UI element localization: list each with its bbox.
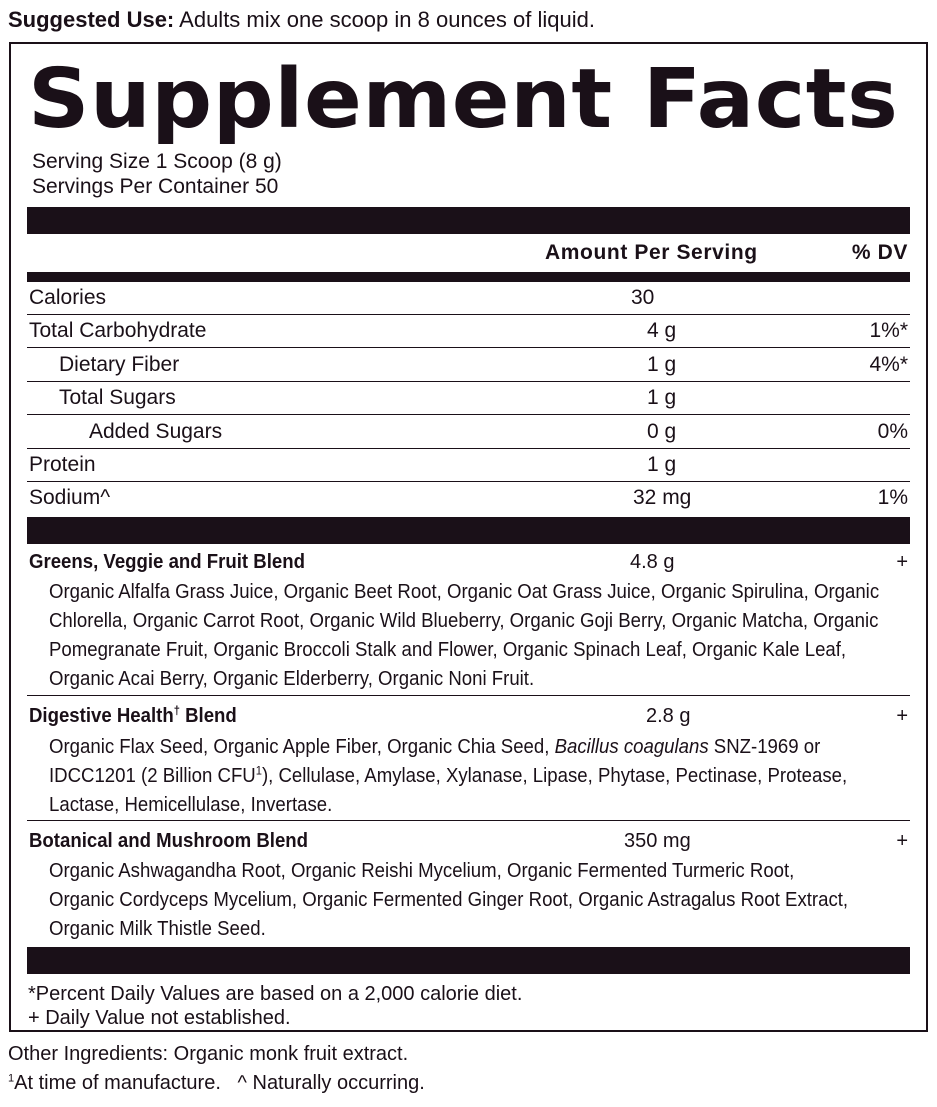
nutrient-amount: 1 g	[647, 353, 677, 376]
manufacture-note-text: At time of manufacture. ^ Naturally occurring.	[14, 1072, 425, 1094]
nutrient-dv: 4%*	[869, 353, 908, 376]
nutrient-name: Total Sugars	[59, 386, 176, 409]
nutrient-name: Protein	[29, 453, 96, 476]
dagger-mark: †	[173, 703, 180, 718]
suggested-use-label: Suggested Use:	[8, 7, 175, 32]
suggested-use-text: Adults mix one scoop in 8 ounces of liquid.	[174, 7, 595, 32]
footnote-mark: 1	[8, 1072, 15, 1085]
serving-size: Serving Size 1 Scoop (8 g)	[32, 150, 282, 173]
nutrient-name: Total Carbohydrate	[29, 319, 207, 342]
blend-divider	[27, 695, 910, 696]
nutrient-row-protein	[27, 448, 910, 481]
nutrient-dv: 1%*	[869, 319, 908, 342]
blend-ingredients-line: Organic Cordyceps Mycelium, Organic Fermented Ginger Root, Organic Astragalus Root Extract,	[49, 889, 849, 911]
ingredients-text: SNZ-1969 or	[708, 736, 821, 758]
thick-divider-bottom	[27, 947, 910, 974]
nutrient-amount: 1 g	[647, 386, 677, 409]
blend-ingredients-line	[49, 764, 847, 788]
nutrient-amount: 4 g	[647, 319, 677, 342]
blend-name	[29, 704, 237, 728]
ingredients-text: Organic Flax Seed, Organic Apple Fiber, Organic Chia Seed,	[49, 736, 555, 758]
nutrient-amount: 30	[631, 286, 655, 309]
nutrient-name: Dietary Fiber	[59, 353, 180, 376]
other-ingredients: Other Ingredients: Organic monk fruit extract.	[8, 1043, 409, 1065]
blend-amount: 4.8 g	[630, 551, 675, 573]
nutrient-amount: 0 g	[647, 420, 677, 443]
nutrient-name: Calories	[29, 286, 107, 309]
nutrient-amount: 32 mg	[633, 486, 692, 509]
blend-ingredients-line: Organic Milk Thistle Seed.	[49, 918, 266, 940]
percent-dv-footnote: *Percent Daily Values are based on a 2,000 calorie diet.	[28, 983, 523, 1005]
blend-ingredients-line: Lactase, Hemicellulase, Invertase.	[49, 794, 333, 816]
nutrient-name: Added Sugars	[89, 420, 223, 443]
nutrient-dv: 1%	[877, 486, 908, 509]
blend-ingredients-line: Organic Ashwagandha Root, Organic Reishi Mycelium, Organic Fermented Turmeric Root,	[49, 860, 795, 882]
botanical-blend	[27, 829, 910, 944]
supplement-facts-panel	[9, 42, 928, 1032]
blend-ingredients-line: Organic Acai Berry, Organic Elderberry, Organic Noni Fruit.	[49, 668, 535, 690]
blend-dv: +	[896, 551, 908, 573]
blend-dv: +	[896, 830, 908, 852]
nutrient-name: Sodium^	[29, 486, 111, 509]
daily-value-footnote: + Daily Value not established.	[28, 1007, 291, 1029]
thick-divider-top	[27, 207, 910, 234]
nutrient-row-dietary-fiber	[27, 348, 910, 381]
digestive-blend	[27, 704, 910, 814]
blend-divider	[27, 820, 910, 821]
ingredients-text: ), Cellulase, Amylase, Xylanase, Lipase, Phytase, Pectinase, Protease,	[261, 765, 848, 787]
nutrient-row-added-sugars	[27, 415, 910, 448]
nutrient-row-calories	[27, 281, 910, 314]
footnote-mark: 1	[255, 763, 262, 778]
ingredients-text: IDCC1201 (2 Billion CFU	[49, 765, 256, 787]
blend-ingredients-line	[49, 735, 820, 759]
daily-value-header: % DV	[851, 241, 908, 264]
greens-blend	[27, 550, 910, 690]
amount-per-serving-header: Amount Per Serving	[545, 241, 758, 264]
blend-amount: 350 mg	[624, 830, 691, 852]
bacillus-coagulans: Bacillus coagulans	[554, 736, 709, 758]
nutrient-amount: 1 g	[647, 453, 677, 476]
nutrient-row-sodium	[27, 481, 910, 514]
manufacture-note	[8, 1071, 425, 1095]
blend-name: Greens, Veggie and Fruit Blend	[29, 551, 305, 573]
nutrient-row-total-sugars	[27, 381, 910, 414]
nutrient-dv: 0%	[877, 420, 908, 443]
blend-amount: 2.8 g	[646, 705, 691, 727]
panel-title: Supplement Facts	[28, 52, 899, 147]
blend-name-text: Digestive Health	[29, 705, 174, 727]
servings-per-container: Servings Per Container 50	[32, 175, 279, 198]
blend-ingredients-line: Pomegranate Fruit, Organic Broccoli Stalk and Flower, Organic Spinach Leaf, Organic Kale Leaf,	[49, 639, 847, 661]
blend-dv: +	[896, 705, 908, 727]
blend-ingredients-line: Chlorella, Organic Carrot Root, Organic Wild Blueberry, Organic Goji Berry, Organic Matcha, Organic	[49, 610, 879, 632]
blend-name: Botanical and Mushroom Blend	[29, 830, 309, 852]
suggested-use	[8, 6, 595, 34]
nutrient-row-total-carbohydrate	[27, 314, 910, 347]
blend-name-suffix: Blend	[179, 705, 237, 727]
thick-divider-blends	[27, 517, 910, 544]
blend-ingredients-line: Organic Alfalfa Grass Juice, Organic Beet Root, Organic Oat Grass Juice, Organic Spirulina, Organic	[49, 581, 880, 603]
